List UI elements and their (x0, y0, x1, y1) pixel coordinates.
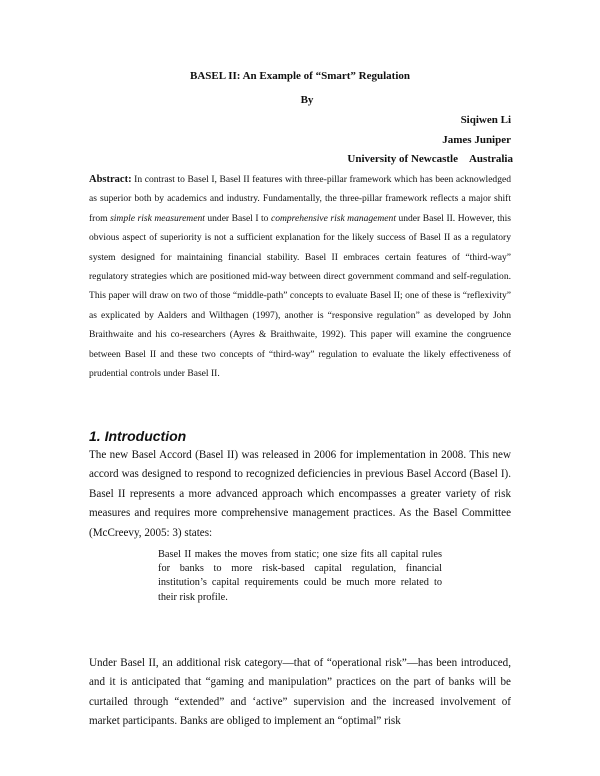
abstract-emphasis-1: simple risk measurement (110, 212, 205, 224)
abstract-text-3: under Basel II. However, this obvious aspect of superiority is not a sufficient explanation for the likely success of Basel II as a regulatory system designed for maintaining financial stability. Basel II embraces certain features of “third-way” regulatory strategies which are positioned mid-way between direct government command and self-regulation. This paper will draw on two of those “middle-path” concepts to evaluate Basel II; one of these is “reflexivity” as explicated by Aalders and Wilthagen (1997), another is “responsive regulation” as developed by John Braithwaite and his co-researchers (Ayres & Braithwaite, 1992). This paper will examine the congruence between Basel II and these two concepts of “third-way” regulation to evaluate the likely effectiveness of prudential controls under Basel II. (89, 212, 511, 380)
section-heading: 1. Introduction (89, 428, 187, 444)
paragraph-2: Under Basel II, an additional risk category—that of “operational risk”—has been introduced, and it is anticipated that “gaming and manipulation” practices on the part of banks will be curtailed through “extended” and ‘active” supervision and the increased involvement of market participants. Banks are obliged to implement an “optimal” risk (89, 657, 511, 728)
author-1: Siqiwen Li (460, 114, 511, 126)
author-2: James Juniper (442, 134, 511, 146)
by-line: By (300, 94, 314, 106)
abstract-label: Abstract: (89, 174, 132, 185)
block-quote: Basel II makes the moves from static; one size fits all capital rules for banks to more risk-based capital regulation, financial institution’s capital requirements could be much more related to their risk profile. (158, 549, 442, 603)
abstract-emphasis-2: comprehensive risk management (270, 212, 396, 224)
abstract-text-2: under Basel I to (204, 212, 271, 224)
paper-title: BASEL II: An Example of “Smart” Regulation (189, 70, 411, 82)
abstract (89, 170, 511, 383)
paragraph-1: The new Basel Accord (Basel II) was released in 2006 for implementation in 2008. This new accord was designed to respond to recognized deficiencies in previous Basel Accord (Basel I). Basel II represents a more advanced approach which encompasses a greater variety of risk measures and requires more comprehensive management practices. As the Basel Committee (McCreevy, 2005: 3) states: (89, 449, 511, 539)
abstract-text-1: In contrast to Basel I, Basel II features with three-pillar framework which has been acknowledged as superior both by academics and industry. Fundamentally, the three-pillar framework reflects a major shift from (89, 174, 511, 224)
affiliation: University of Newcastle Australia (347, 153, 513, 165)
